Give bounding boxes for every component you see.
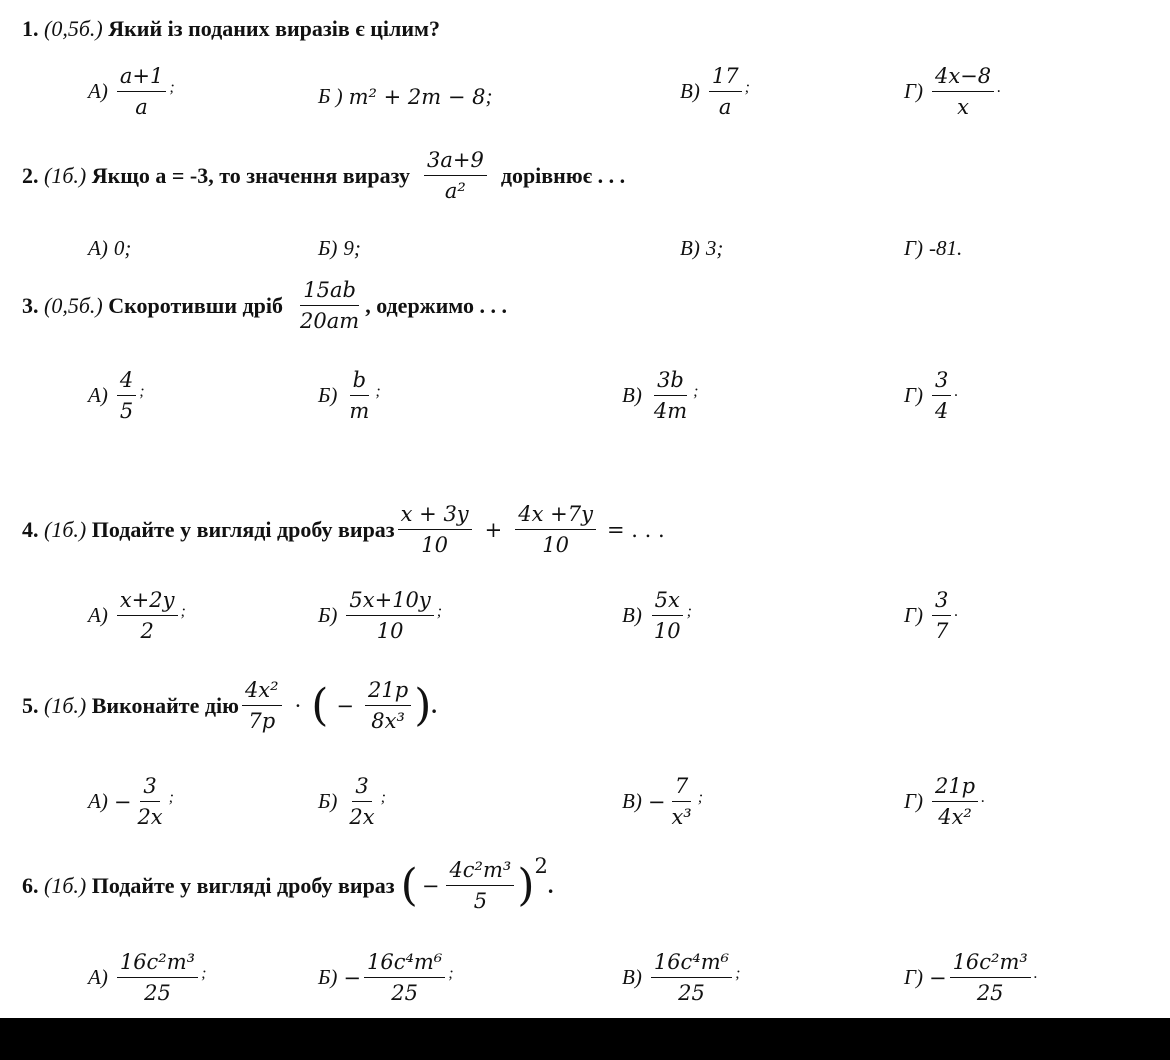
option-label: В) bbox=[680, 79, 700, 104]
option-punct: ; bbox=[380, 789, 386, 807]
option-3c bbox=[622, 368, 698, 423]
question-number: 6. bbox=[22, 872, 39, 898]
fraction-numerator: 3 bbox=[932, 588, 951, 616]
fraction-numerator: a+1 bbox=[117, 64, 166, 92]
fraction-numerator: 7 bbox=[672, 774, 691, 802]
option-6b bbox=[318, 950, 454, 1005]
option-fraction bbox=[134, 774, 165, 829]
option-punct: ; bbox=[169, 79, 175, 97]
option-1d bbox=[904, 64, 1001, 119]
option-punct: ; bbox=[201, 965, 207, 983]
option-expression: m² + 2m − 8 bbox=[348, 84, 486, 109]
question-points: (1б.) bbox=[44, 516, 87, 542]
option-label: Б) bbox=[318, 236, 338, 260]
option-1c bbox=[680, 64, 750, 119]
option-fraction bbox=[932, 64, 994, 119]
fraction-numerator: 5x bbox=[652, 588, 683, 616]
option-label: А) bbox=[88, 789, 108, 814]
fraction-numerator: 4x +7y bbox=[515, 502, 596, 530]
option-fraction bbox=[117, 368, 136, 423]
question-text: Скоротивши дріб bbox=[108, 292, 284, 318]
fraction-denominator: x³ bbox=[671, 805, 692, 830]
option-punct: ; bbox=[139, 383, 145, 401]
option-fraction bbox=[932, 368, 951, 423]
fraction-denominator: a² bbox=[444, 179, 466, 204]
question-1 bbox=[22, 16, 440, 42]
option-punct: . bbox=[1033, 965, 1038, 983]
fraction-denominator: x bbox=[957, 95, 969, 120]
question-3 bbox=[22, 278, 507, 333]
question-end: . bbox=[431, 692, 437, 718]
option-5a bbox=[88, 774, 174, 829]
option-expression: 9; bbox=[343, 236, 361, 260]
close-paren: ) bbox=[414, 679, 432, 731]
option-punct: ; bbox=[436, 603, 443, 621]
plus-sign: + bbox=[484, 517, 503, 542]
option-label: Г) bbox=[904, 79, 923, 104]
fraction-denominator: 10 bbox=[376, 619, 404, 644]
option-label: А) bbox=[88, 965, 108, 990]
fraction-numerator: 4 bbox=[117, 368, 136, 396]
question-fraction-2 bbox=[515, 502, 596, 557]
option-fraction bbox=[346, 588, 433, 643]
open-paren: ( bbox=[311, 679, 329, 731]
option-label: Б) bbox=[318, 789, 338, 814]
fraction-numerator: x + 3y bbox=[398, 502, 472, 530]
fraction-denominator: a bbox=[718, 95, 732, 120]
fraction-denominator: 4 bbox=[934, 399, 949, 424]
option-6a bbox=[88, 950, 206, 1005]
option-4a bbox=[88, 588, 186, 643]
question-text: Виконайте дію bbox=[91, 692, 239, 718]
question-points: (1б.) bbox=[44, 872, 87, 898]
option-label: В) bbox=[622, 965, 642, 990]
question-text: Подайте у вигляді дробу вираз bbox=[91, 872, 395, 898]
option-label: А) bbox=[88, 79, 108, 104]
fraction-denominator: 25 bbox=[144, 981, 171, 1006]
fraction-numerator: 15ab bbox=[300, 278, 359, 306]
option-expression: 3; bbox=[705, 236, 724, 260]
fraction-denominator: 25 bbox=[678, 981, 705, 1006]
option-1b bbox=[318, 84, 499, 109]
option-punct: ; bbox=[180, 603, 186, 621]
option-3b bbox=[318, 368, 381, 423]
option-punct: ; bbox=[697, 789, 704, 807]
option-label: А) bbox=[88, 236, 108, 260]
option-punct: ; bbox=[744, 79, 750, 97]
fraction-denominator: 20am bbox=[300, 309, 360, 334]
option-sign: − bbox=[343, 965, 361, 990]
option-label: А) bbox=[88, 383, 108, 408]
option-3a bbox=[88, 368, 145, 423]
option-fraction bbox=[117, 64, 166, 119]
close-paren: ) bbox=[517, 859, 535, 911]
option-label: Б) bbox=[318, 383, 338, 408]
fraction-numerator: 21p bbox=[365, 678, 411, 706]
option-punct: . bbox=[981, 789, 986, 807]
option-punct: ; bbox=[448, 965, 454, 983]
option-label: В) bbox=[680, 236, 700, 260]
option-punct: ; bbox=[168, 789, 174, 807]
option-5d bbox=[904, 774, 985, 829]
fraction-numerator: 3 bbox=[932, 368, 951, 396]
question-text: Якщо a = -3, то значення виразу bbox=[91, 162, 410, 188]
fraction-numerator: 3b bbox=[654, 368, 687, 396]
option-2c bbox=[680, 236, 729, 261]
fraction-denominator: 5 bbox=[119, 399, 134, 424]
question-points: (0,5б.) bbox=[44, 292, 103, 318]
minus-sign: − bbox=[421, 873, 440, 898]
fraction-denominator: 4m bbox=[653, 399, 688, 424]
question-points: (0,5б.) bbox=[44, 16, 103, 41]
fraction-numerator: x+2y bbox=[117, 588, 178, 616]
open-paren: ( bbox=[400, 859, 418, 911]
option-label: Б) bbox=[318, 603, 338, 628]
option-fraction bbox=[346, 774, 377, 829]
option-sign: − bbox=[928, 965, 947, 990]
question-5 bbox=[22, 678, 437, 733]
fraction-numerator: 16c²m³ bbox=[117, 950, 198, 978]
fraction-denominator: 10 bbox=[421, 533, 449, 558]
question-number: 3. bbox=[22, 292, 39, 318]
fraction-numerator: 16c⁴m⁶ bbox=[651, 950, 732, 978]
option-punct: ; bbox=[375, 383, 381, 401]
option-1a bbox=[88, 64, 175, 119]
option-2a bbox=[88, 236, 137, 261]
option-4b bbox=[318, 588, 442, 643]
question-end: . bbox=[547, 872, 554, 898]
option-3d bbox=[904, 368, 958, 423]
equals-sign: = . . . bbox=[606, 517, 665, 542]
exponent: 2 bbox=[534, 854, 548, 878]
option-fraction bbox=[346, 368, 372, 423]
fraction-numerator: 16c⁴m⁶ bbox=[364, 950, 445, 978]
option-label: В) bbox=[622, 383, 642, 408]
option-label: В) bbox=[622, 603, 642, 628]
question-4 bbox=[22, 502, 665, 557]
option-punct: . bbox=[997, 79, 1002, 97]
option-label: Б) bbox=[318, 965, 338, 990]
option-2d bbox=[904, 236, 968, 261]
option-5b bbox=[318, 774, 386, 829]
fraction-numerator: 4x−8 bbox=[932, 64, 994, 92]
question-text-after: дорівнює . . . bbox=[500, 162, 626, 188]
question-fraction-1 bbox=[398, 502, 472, 557]
fraction-denominator: 10 bbox=[542, 533, 569, 558]
option-expression: 0; bbox=[113, 236, 132, 260]
option-fraction bbox=[651, 368, 690, 423]
option-fraction bbox=[932, 774, 978, 829]
question-number: 4. bbox=[22, 516, 39, 542]
option-label: В) bbox=[622, 789, 642, 814]
option-fraction bbox=[950, 950, 1031, 1005]
option-sign: − bbox=[113, 789, 132, 814]
fraction-denominator: m bbox=[349, 399, 370, 424]
question-points: (1б.) bbox=[44, 692, 87, 718]
option-label: А) bbox=[88, 603, 108, 628]
fraction-numerator: 4x² bbox=[242, 678, 282, 706]
fraction-numerator: 4c²m³ bbox=[446, 858, 514, 886]
question-number: 1. bbox=[22, 16, 39, 41]
question-number: 5. bbox=[22, 692, 39, 718]
fraction-denominator: 8x³ bbox=[371, 709, 405, 734]
option-label: Г) bbox=[904, 789, 923, 814]
option-2b bbox=[318, 236, 367, 261]
fraction-denominator: 5 bbox=[473, 889, 488, 914]
minus-sign: − bbox=[336, 693, 355, 718]
fraction-denominator: 2x bbox=[137, 805, 163, 830]
option-fraction bbox=[117, 950, 198, 1005]
option-punct: ; bbox=[686, 603, 692, 621]
option-label: Г) bbox=[904, 236, 923, 260]
fraction-denominator: 7 bbox=[934, 619, 949, 644]
fraction-denominator: 10 bbox=[653, 619, 681, 644]
fraction-denominator: 2x bbox=[349, 805, 375, 830]
question-text: Подайте у вигляді дробу вираз bbox=[91, 516, 395, 542]
fraction-denominator: 2 bbox=[140, 619, 154, 644]
option-fraction bbox=[651, 588, 684, 643]
option-label: Г) bbox=[904, 603, 923, 628]
option-label: Г) bbox=[904, 965, 923, 990]
question-fraction-1 bbox=[242, 678, 282, 733]
question-fraction bbox=[297, 278, 362, 333]
option-sign: − bbox=[647, 789, 666, 814]
fraction-numerator: 3a+9 bbox=[424, 148, 487, 176]
option-fraction bbox=[364, 950, 445, 1005]
fraction-numerator: b bbox=[350, 368, 369, 396]
multiply-dot: · bbox=[294, 693, 302, 718]
fraction-denominator: a bbox=[135, 95, 148, 120]
option-label: Б ) bbox=[318, 84, 343, 108]
option-punct: ; bbox=[693, 383, 699, 401]
option-expression: -81. bbox=[928, 236, 963, 260]
fraction-numerator: 16c²m³ bbox=[950, 950, 1031, 978]
question-fraction-2 bbox=[365, 678, 411, 733]
option-6c bbox=[622, 950, 740, 1005]
option-4d bbox=[904, 588, 958, 643]
option-6d bbox=[904, 950, 1038, 1005]
option-punct: ; bbox=[735, 965, 741, 983]
option-punct: . bbox=[954, 383, 959, 401]
question-2 bbox=[22, 148, 625, 203]
option-fraction bbox=[709, 64, 742, 119]
option-punct: . bbox=[954, 603, 959, 621]
question-text: Який із поданих виразів є цілим? bbox=[108, 16, 441, 41]
fraction-numerator: 3 bbox=[140, 774, 159, 802]
fraction-numerator: 5x+10y bbox=[346, 588, 433, 616]
option-fraction bbox=[651, 950, 732, 1005]
fraction-numerator: 3 bbox=[352, 774, 371, 802]
fraction-denominator: 25 bbox=[976, 981, 1004, 1006]
fraction-numerator: 21p bbox=[932, 774, 978, 802]
fraction-denominator: 4x² bbox=[938, 805, 972, 830]
fraction-denominator: 7p bbox=[248, 709, 276, 734]
option-4c bbox=[622, 588, 692, 643]
question-points: (1б.) bbox=[44, 162, 87, 188]
option-fraction bbox=[117, 588, 178, 643]
question-text-after: , одержимо . . . bbox=[365, 292, 508, 318]
question-fraction bbox=[446, 858, 514, 913]
fraction-numerator: 17 bbox=[709, 64, 742, 92]
question-6 bbox=[22, 854, 554, 914]
fraction-denominator: 25 bbox=[391, 981, 418, 1006]
option-fraction bbox=[668, 774, 694, 829]
option-punct: ; bbox=[485, 84, 493, 108]
option-fraction bbox=[932, 588, 951, 643]
option-5c bbox=[622, 774, 703, 829]
question-number: 2. bbox=[22, 162, 39, 188]
question-fraction bbox=[424, 148, 487, 203]
option-label: Г) bbox=[904, 383, 923, 408]
